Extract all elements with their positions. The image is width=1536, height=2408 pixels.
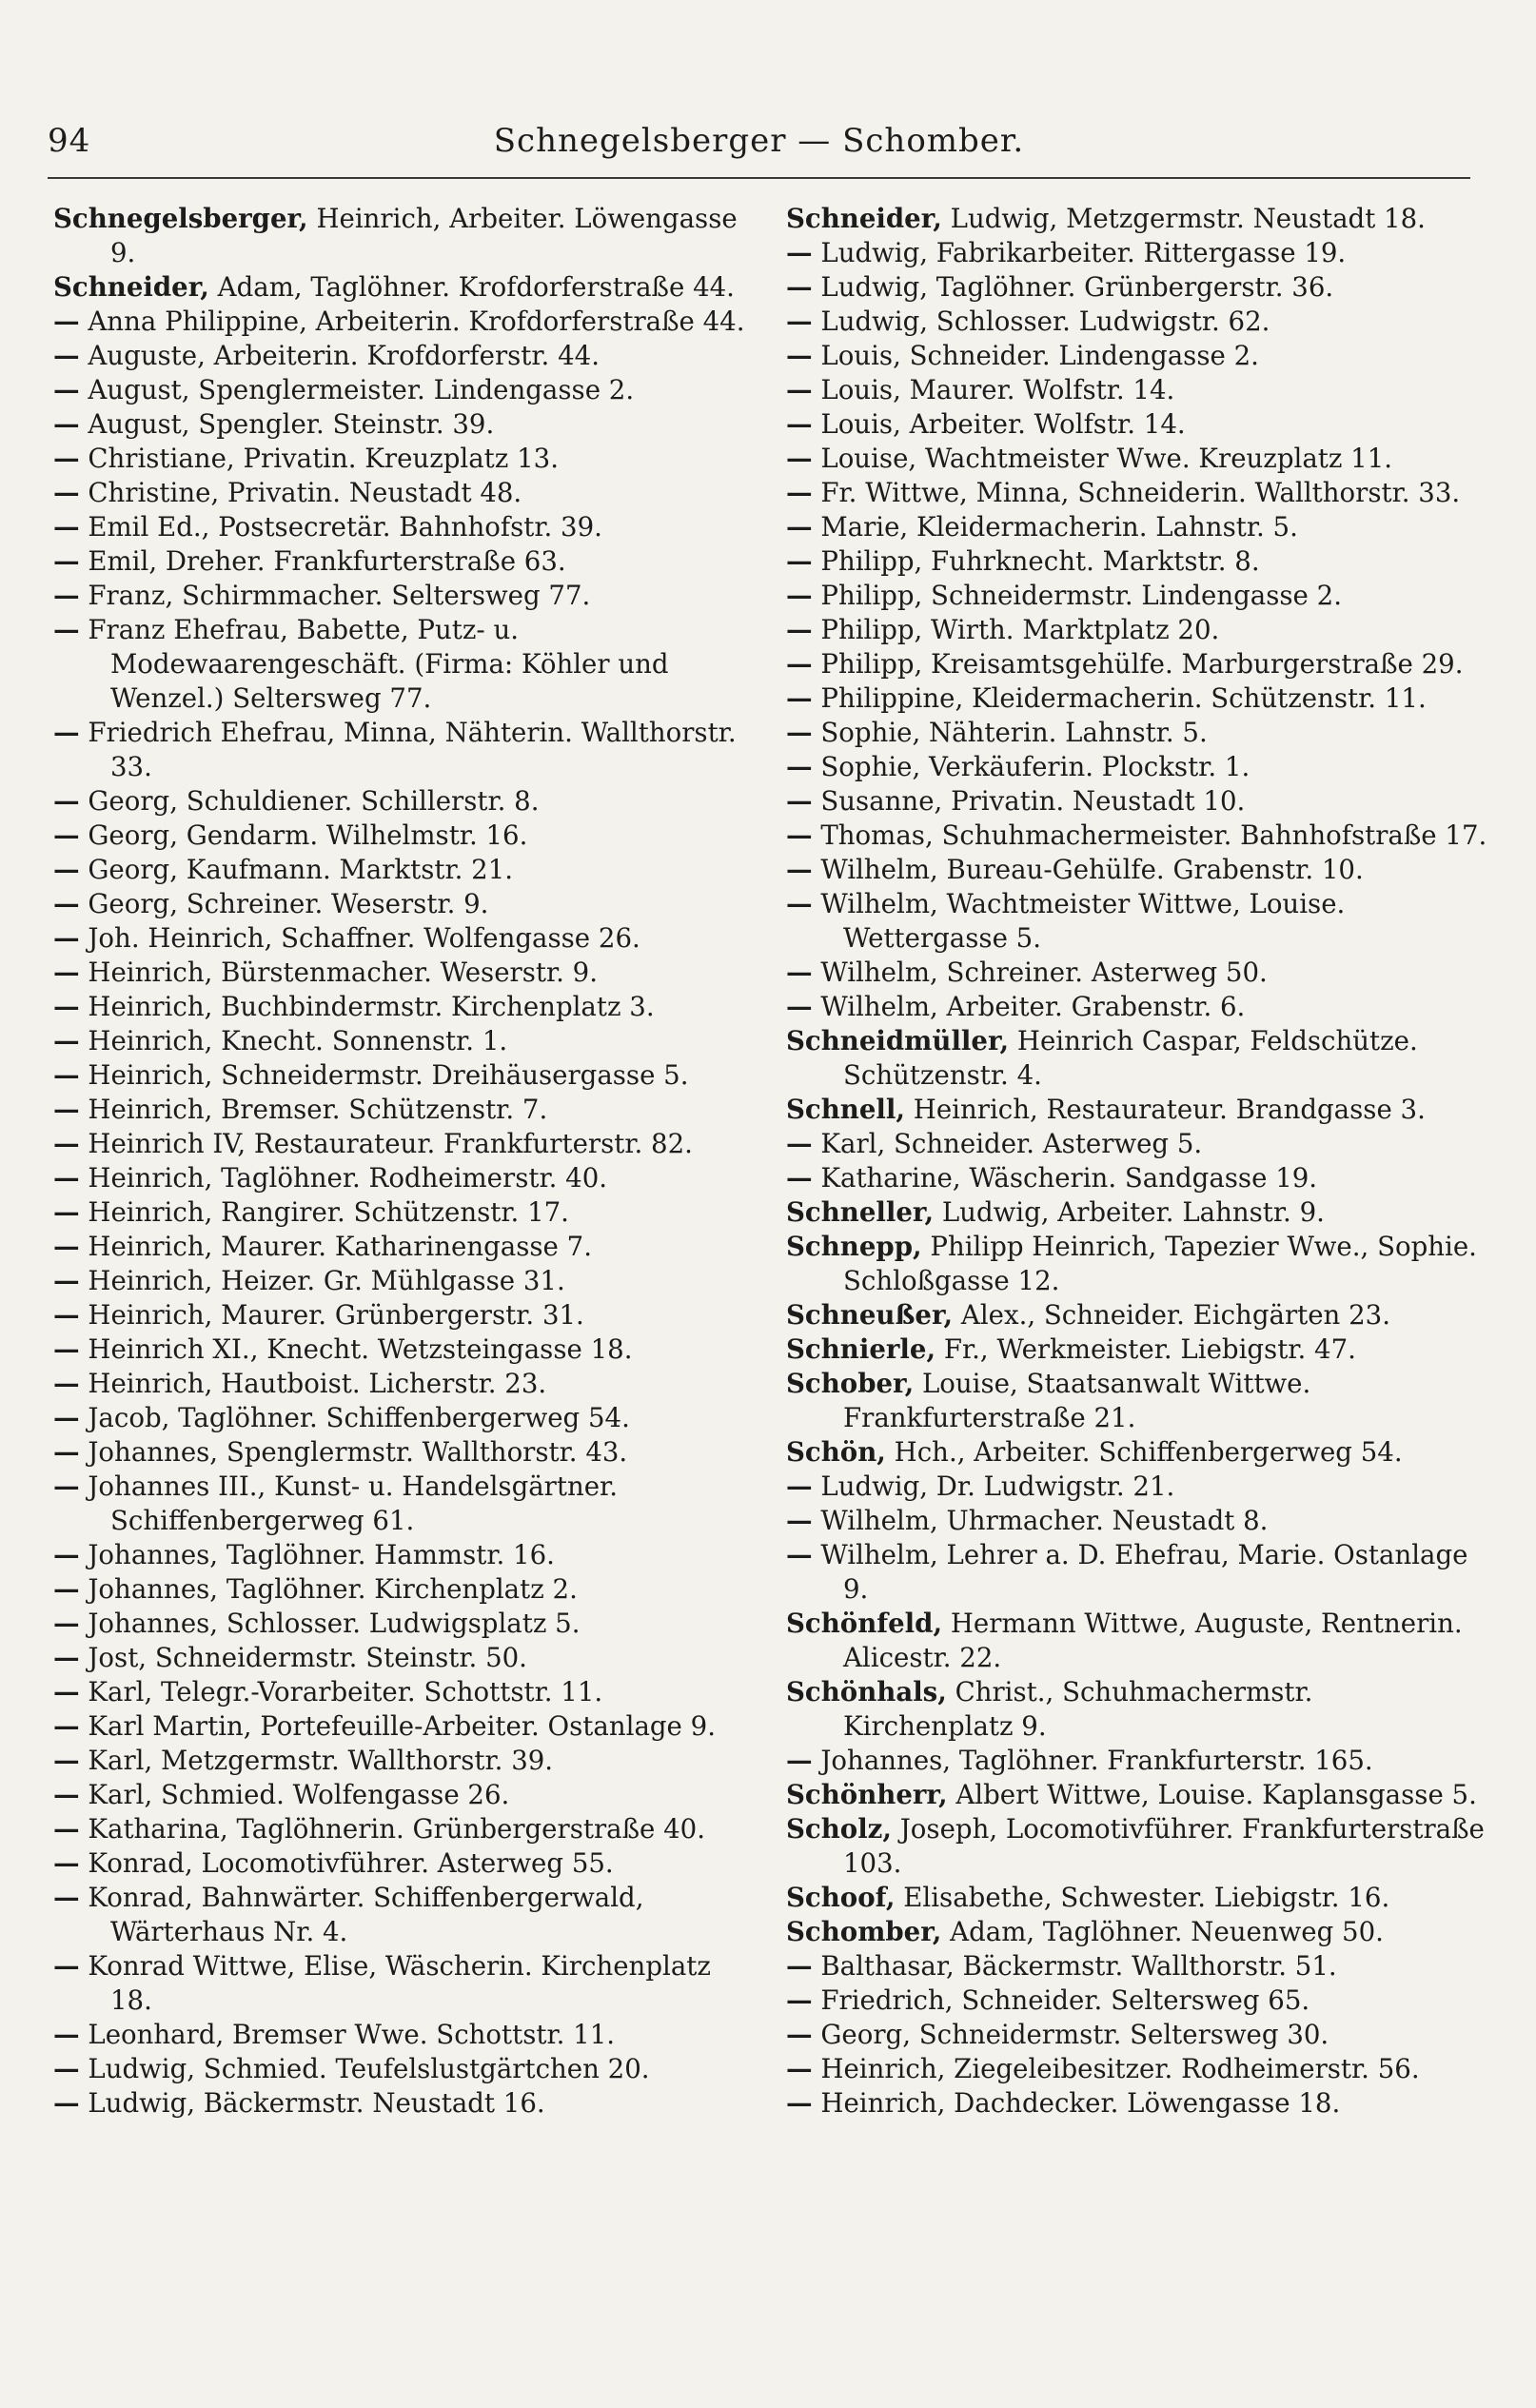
- entry-text: Karl, Telegr.-Vorarbeiter. Schottstr. 11.: [88, 1676, 603, 1707]
- entry-surname: —: [53, 1368, 80, 1399]
- entry-text: Johannes, Spenglermstr. Wallthorstr. 43.: [88, 1436, 628, 1468]
- entry-surname: —: [53, 1333, 80, 1365]
- entry-surname: Schön,: [786, 1436, 886, 1468]
- directory-entry: [786, 1024, 1490, 1093]
- entry-text: Heinrich, Arbeiter. Löwengasse 9.: [110, 203, 738, 268]
- entry-text: Leonhard, Bremser Wwe. Schottstr. 11.: [88, 2019, 616, 2050]
- entry-text: Thomas, Schuhmachermeister. Bahnhofstraße 17.: [820, 819, 1487, 851]
- directory-entry: [53, 1572, 758, 1607]
- entry-surname: —: [53, 819, 80, 851]
- entry-text: Albert Wittwe, Louise. Kaplansgasse 5.: [955, 1779, 1477, 1810]
- entry-text: Heinrich, Heizer. Gr. Mühlgasse 31.: [88, 1265, 565, 1296]
- entry-surname: —: [786, 1470, 813, 1502]
- directory-entry: [786, 784, 1490, 819]
- directory-entry: [53, 407, 758, 442]
- entry-surname: —: [786, 511, 813, 543]
- entry-text: Wilhelm, Lehrer a. D. Ehefrau, Marie. Ostanlage 9.: [820, 1539, 1468, 1605]
- entry-text: Philipp, Wirth. Marktplatz 20.: [820, 614, 1220, 645]
- entry-text: Heinrich XI., Knecht. Wetzsteingasse 18.: [88, 1333, 633, 1365]
- entry-text: Sophie, Nähterin. Lahnstr. 5.: [820, 717, 1208, 748]
- entry-text: Ludwig, Schmied. Teufelslustgärtchen 20.: [88, 2053, 650, 2084]
- entry-surname: Schomber,: [786, 1916, 942, 1947]
- entry-text: Philipp, Kreisamtsgehülfe. Marburgerstraße 29.: [820, 648, 1464, 680]
- entry-text: Georg, Kaufmann. Marktstr. 21.: [88, 854, 514, 885]
- entry-surname: Schönfeld,: [786, 1608, 943, 1639]
- directory-entry: [786, 956, 1490, 990]
- directory-entry: [53, 1401, 758, 1435]
- entry-text: Wilhelm, Arbeiter. Grabenstr. 6.: [820, 991, 1246, 1022]
- entry-surname: —: [53, 408, 80, 440]
- directory-entry: [53, 887, 758, 921]
- directory-entry: [786, 1504, 1490, 1538]
- entry-text: Wilhelm, Schreiner. Asterweg 50.: [820, 957, 1268, 988]
- entry-text: Marie, Kleidermacherin. Lahnstr. 5.: [820, 511, 1298, 543]
- entry-text: Jacob, Taglöhner. Schiffenbergerweg 54.: [88, 1402, 630, 1433]
- directory-entry: [786, 1538, 1490, 1607]
- entry-text: Heinrich, Bürstenmacher. Weserstr. 9.: [88, 957, 599, 988]
- entry-text: Anna Philippine, Arbeiterin. Krofdorferstraße 44.: [88, 306, 745, 337]
- entry-text: Friedrich, Schneider. Seltersweg 65.: [820, 1984, 1310, 2016]
- entry-text: Johannes, Taglöhner. Hammstr. 16.: [88, 1539, 555, 1570]
- entry-surname: —: [53, 1779, 80, 1810]
- entry-surname: —: [53, 957, 80, 988]
- directory-entry: [786, 544, 1490, 579]
- entry-text: Philippine, Kleidermacherin. Schützenstr. 11.: [820, 682, 1427, 714]
- directory-entry: [53, 1470, 758, 1538]
- entry-surname: —: [53, 306, 80, 337]
- directory-entry: [786, 442, 1490, 476]
- entry-text: Wilhelm, Bureau-Gehülfe. Grabenstr. 10.: [820, 854, 1364, 885]
- directory-entry: [53, 716, 758, 784]
- entry-surname: —: [53, 340, 80, 371]
- entry-text: Hermann Wittwe, Auguste, Rentnerin. Alicestr. 22.: [843, 1608, 1463, 1673]
- entry-text: Ludwig, Metzgermstr. Neustadt 18.: [950, 203, 1426, 234]
- header-rule: [48, 177, 1470, 179]
- entry-surname: Schönherr,: [786, 1779, 948, 1810]
- entry-surname: —: [53, 511, 80, 543]
- entry-text: Ludwig, Fabrikarbeiter. Rittergasse 19.: [820, 237, 1347, 268]
- directory-entry: [786, 2052, 1490, 2086]
- entry-text: Heinrich, Knecht. Sonnenstr. 1.: [88, 1025, 508, 1056]
- entry-text: Katharina, Taglöhnerin. Grünbergerstraße 40.: [88, 1813, 706, 1845]
- entry-surname: —: [53, 1128, 80, 1159]
- directory-entry: [53, 476, 758, 510]
- entry-text: Georg, Schneidermstr. Seltersweg 30.: [820, 2019, 1329, 2050]
- directory-entry: [786, 270, 1490, 305]
- entry-surname: —: [786, 1745, 813, 1776]
- entry-surname: —: [53, 1436, 80, 1468]
- entry-surname: —: [786, 477, 813, 508]
- entry-surname: —: [786, 1984, 813, 2016]
- directory-entry: [786, 373, 1490, 407]
- entry-surname: —: [53, 922, 80, 954]
- entry-text: Heinrich, Bremser. Schützenstr. 7.: [88, 1094, 548, 1125]
- directory-entry: [53, 1949, 758, 2018]
- entry-text: Christine, Privatin. Neustadt 48.: [88, 477, 522, 508]
- directory-entry: [786, 990, 1490, 1024]
- entry-surname: —: [786, 580, 813, 611]
- entry-surname: —: [53, 1882, 80, 1913]
- entry-text: Johannes III., Kunst- u. Handelsgärtner. Schiffenbergerweg 61.: [88, 1470, 618, 1536]
- entry-text: Joseph, Locomotivführer. Frankfurterstraße 103.: [843, 1813, 1485, 1879]
- entry-surname: Schneller,: [786, 1196, 935, 1228]
- entry-text: Sophie, Verkäuferin. Plockstr. 1.: [820, 751, 1250, 782]
- entry-surname: —: [786, 2053, 813, 2084]
- entry-surname: Schober,: [786, 1368, 915, 1399]
- entry-surname: —: [53, 888, 80, 919]
- entry-surname: —: [53, 443, 80, 474]
- entry-text: Katharine, Wäscherin. Sandgasse 19.: [820, 1162, 1318, 1194]
- entry-surname: —: [53, 374, 80, 405]
- entry-text: Adam, Taglöhner. Neuenweg 50.: [950, 1916, 1384, 1947]
- directory-entry: [53, 1093, 758, 1127]
- entry-surname: —: [53, 1847, 80, 1879]
- entry-text: Heinrich, Restaurateur. Brandgasse 3.: [913, 1094, 1426, 1125]
- entry-surname: Schneußer,: [786, 1299, 954, 1331]
- entry-text: Joh. Heinrich, Schaffner. Wolfengasse 26.: [88, 922, 640, 954]
- directory-entry: [53, 305, 758, 339]
- entry-text: Heinrich, Schneidermstr. Dreihäusergasse 5.: [88, 1059, 689, 1091]
- directory-entry: [53, 1675, 758, 1709]
- directory-entry: [786, 305, 1490, 339]
- directory-entry: [786, 407, 1490, 442]
- directory-entry: [786, 1161, 1490, 1195]
- directory-entry: [53, 442, 758, 476]
- directory-entry: [53, 579, 758, 613]
- entry-surname: —: [53, 1265, 80, 1296]
- entry-text: Jost, Schneidermstr. Steinstr. 50.: [88, 1642, 527, 1673]
- entry-text: Franz Ehefrau, Babette, Putz- u. Modewaarengeschäft. (Firma: Köhler und Wenzel.) Seltersweg 77.: [88, 614, 669, 714]
- directory-entry: [786, 1881, 1490, 1915]
- directory-entry: [53, 544, 758, 579]
- entry-surname: —: [786, 888, 813, 919]
- entry-text: Hch., Arbeiter. Schiffenbergerweg 54.: [894, 1436, 1403, 1468]
- entry-surname: —: [53, 2019, 80, 2050]
- entry-text: Konrad Wittwe, Elise, Wäscherin. Kirchenplatz 18.: [88, 1950, 711, 2016]
- directory-entry: [786, 750, 1490, 784]
- entry-surname: —: [53, 1813, 80, 1845]
- directory-entry: [786, 1812, 1490, 1881]
- entry-surname: —: [786, 443, 813, 474]
- directory-entry: [786, 1367, 1490, 1435]
- directory-entry: [53, 956, 758, 990]
- directory-entry: [786, 819, 1490, 853]
- directory-entry: [786, 202, 1490, 236]
- entry-text: Karl, Metzgermstr. Wallthorstr. 39.: [88, 1745, 554, 1776]
- directory-entry: [53, 990, 758, 1024]
- directory-entry: [53, 1298, 758, 1332]
- directory-entry: [786, 716, 1490, 750]
- directory-entry: [53, 613, 758, 716]
- entry-text: Louis, Maurer. Wolfstr. 14.: [820, 374, 1175, 405]
- entry-text: Karl Martin, Portefeuille-Arbeiter. Ostanlage 9.: [88, 1710, 716, 1742]
- directory-entry: [53, 373, 758, 407]
- entry-text: Ludwig, Bäckermstr. Neustadt 16.: [88, 2087, 545, 2119]
- directory-entry: [53, 1367, 758, 1401]
- directory-entry: [53, 2018, 758, 2052]
- entry-surname: —: [786, 2087, 813, 2119]
- entry-surname: —: [53, 1539, 80, 1570]
- directory-entry: [53, 784, 758, 819]
- entry-text: Heinrich, Ziegeleibesitzer. Rodheimerstr. 56.: [820, 2053, 1420, 2084]
- directory-entry: [786, 1607, 1490, 1675]
- entry-surname: —: [786, 545, 813, 577]
- entry-surname: Schnierle,: [786, 1333, 936, 1365]
- directory-entry: [53, 1230, 758, 1264]
- entry-surname: —: [53, 477, 80, 508]
- entry-surname: —: [53, 1162, 80, 1194]
- entry-surname: —: [53, 1025, 80, 1056]
- running-head: Schnegelsberger — Schomber.: [493, 122, 1025, 160]
- directory-entry: [786, 887, 1490, 956]
- entry-surname: —: [786, 1162, 813, 1194]
- entry-surname: —: [53, 1094, 80, 1125]
- entry-surname: —: [53, 1676, 80, 1707]
- entry-surname: Schnegelsberger,: [53, 203, 308, 234]
- entry-surname: —: [53, 2053, 80, 2084]
- directory-entry: [53, 1744, 758, 1778]
- directory-entry: [53, 853, 758, 887]
- directory-entry: [53, 1812, 758, 1846]
- entry-surname: Schönhals,: [786, 1676, 947, 1707]
- entry-surname: —: [53, 545, 80, 577]
- directory-entry: [786, 1778, 1490, 1812]
- directory-entry: [786, 613, 1490, 647]
- entry-text: Wilhelm, Wachtmeister Wittwe, Louise. Wettergasse 5.: [820, 888, 1346, 954]
- entry-surname: —: [53, 1196, 80, 1228]
- entry-surname: —: [786, 991, 813, 1022]
- entry-surname: —: [53, 1231, 80, 1262]
- entry-text: Heinrich, Buchbindermstr. Kirchenplatz 3.: [88, 991, 655, 1022]
- directory-entry: [786, 1949, 1490, 1984]
- entry-surname: Schnell,: [786, 1094, 905, 1125]
- entry-text: Ludwig, Dr. Ludwigstr. 21.: [820, 1470, 1175, 1502]
- entry-text: Ludwig, Schlosser. Ludwigstr. 62.: [820, 306, 1270, 337]
- entry-surname: —: [786, 854, 813, 885]
- entry-text: Louise, Staatsanwalt Wittwe. Frankfurterstraße 21.: [843, 1368, 1311, 1433]
- directory-entry: [53, 1127, 758, 1161]
- directory-entry: [786, 1470, 1490, 1504]
- directory-entry: [786, 1127, 1490, 1161]
- directory-entry: [53, 1435, 758, 1470]
- entry-surname: —: [53, 1470, 80, 1502]
- entry-surname: —: [786, 2019, 813, 2050]
- entry-text: Johannes, Schlosser. Ludwigsplatz 5.: [88, 1608, 581, 1639]
- entry-surname: —: [53, 2087, 80, 2119]
- directory-entry: [786, 647, 1490, 681]
- directory-entry: [53, 1024, 758, 1058]
- entry-text: Johannes, Taglöhner. Frankfurterstr. 165.: [820, 1745, 1373, 1776]
- page-number: 94: [48, 122, 91, 160]
- directory-entry: [786, 1298, 1490, 1332]
- entry-surname: —: [786, 1128, 813, 1159]
- directory-entry: [786, 853, 1490, 887]
- directory-entry: [786, 2086, 1490, 2121]
- entry-text: Philipp, Fuhrknecht. Marktstr. 8.: [820, 545, 1260, 577]
- directory-entry: [786, 681, 1490, 716]
- entry-text: Heinrich, Maurer. Katharinengasse 7.: [88, 1231, 592, 1262]
- entry-surname: —: [53, 614, 80, 645]
- entry-surname: —: [786, 340, 813, 371]
- directory-entry: [786, 476, 1490, 510]
- page-header: [48, 112, 1470, 173]
- entry-text: Adam, Taglöhner. Krofdorferstraße 44.: [217, 271, 735, 303]
- entry-surname: —: [786, 682, 813, 714]
- directory-entry: [786, 579, 1490, 613]
- entry-surname: —: [786, 1950, 813, 1982]
- entry-surname: —: [786, 648, 813, 680]
- entry-text: Ludwig, Taglöhner. Grünbergerstr. 36.: [820, 271, 1334, 303]
- entry-text: Georg, Gendarm. Wilhelmstr. 16.: [88, 819, 528, 851]
- directory-entry: [53, 2086, 758, 2121]
- entry-surname: —: [53, 1608, 80, 1639]
- entry-surname: —: [53, 717, 80, 748]
- directory-entry: [786, 339, 1490, 373]
- entry-text: Heinrich, Rangirer. Schützenstr. 17.: [88, 1196, 569, 1228]
- directory-entry: [786, 1675, 1490, 1744]
- directory-entry: [53, 1058, 758, 1093]
- entry-text: Karl, Schmied. Wolfengasse 26.: [88, 1779, 510, 1810]
- entry-text: Emil, Dreher. Frankfurterstraße 63.: [88, 545, 566, 577]
- entry-text: Auguste, Arbeiterin. Krofdorferstr. 44.: [88, 340, 600, 371]
- entry-surname: —: [53, 1950, 80, 1982]
- entry-text: Karl, Schneider. Asterweg 5.: [820, 1128, 1203, 1159]
- entry-text: Franz, Schirmmacher. Seltersweg 77.: [88, 580, 591, 611]
- entry-text: Christ., Schuhmachermstr. Kirchenplatz 9.: [843, 1676, 1313, 1742]
- directory-entry: [786, 2018, 1490, 2052]
- directory-entry: [53, 1778, 758, 1812]
- entry-surname: Schneider,: [53, 271, 209, 303]
- entry-surname: —: [53, 785, 80, 817]
- directory-entry: [786, 1093, 1490, 1127]
- entry-text: Georg, Schuldiener. Schillerstr. 8.: [88, 785, 540, 817]
- entry-surname: —: [786, 306, 813, 337]
- directory-entry: [53, 1881, 758, 1949]
- entry-text: Philipp Heinrich, Tapezier Wwe., Sophie. Schloßgasse 12.: [843, 1231, 1477, 1296]
- entry-surname: Schneidmüller,: [786, 1025, 1010, 1056]
- entry-text: Heinrich, Taglöhner. Rodheimerstr. 40.: [88, 1162, 608, 1194]
- entry-surname: —: [53, 580, 80, 611]
- entry-surname: —: [786, 1539, 813, 1570]
- entry-text: Ludwig, Arbeiter. Lahnstr. 9.: [941, 1196, 1325, 1228]
- left-column: [53, 202, 758, 2121]
- entry-text: Susanne, Privatin. Neustadt 10.: [820, 785, 1246, 817]
- entry-text: Johannes, Taglöhner. Kirchenplatz 2.: [88, 1573, 578, 1605]
- entry-surname: —: [786, 271, 813, 303]
- directory-entry: [53, 819, 758, 853]
- directory-entry: [53, 1641, 758, 1675]
- entry-text: Emil Ed., Postsecretär. Bahnhofstr. 39.: [88, 511, 602, 543]
- entry-surname: Scholz,: [786, 1813, 892, 1845]
- entry-text: Fr. Wittwe, Minna, Schneiderin. Wallthorstr. 33.: [820, 477, 1461, 508]
- directory-entry: [786, 1984, 1490, 2018]
- entry-text: August, Spengler. Steinstr. 39.: [88, 408, 495, 440]
- directory-entry: [786, 1435, 1490, 1470]
- entry-text: Heinrich Caspar, Feldschütze. Schützenstr. 4.: [843, 1025, 1418, 1091]
- directory-entry: [786, 1744, 1490, 1778]
- entry-surname: Schneider,: [786, 203, 942, 234]
- entry-text: Louise, Wachtmeister Wwe. Kreuzplatz 11.: [820, 443, 1393, 474]
- entry-text: Heinrich IV, Restaurateur. Frankfurterstr. 82.: [88, 1128, 693, 1159]
- directory-entry: [53, 1332, 758, 1367]
- entry-surname: —: [786, 374, 813, 405]
- entry-surname: Schoof,: [786, 1882, 896, 1913]
- entry-surname: —: [786, 614, 813, 645]
- entry-text: Konrad, Locomotivführer. Asterweg 55.: [88, 1847, 614, 1879]
- directory-entry: [53, 1538, 758, 1572]
- entry-text: Philipp, Schneidermstr. Lindengasse 2.: [820, 580, 1342, 611]
- directory-entry: [53, 202, 758, 270]
- directory-entry: [53, 339, 758, 373]
- entry-surname: —: [786, 751, 813, 782]
- directory-entry: [53, 2052, 758, 2086]
- directory-entry: [786, 1230, 1490, 1298]
- entry-surname: —: [53, 854, 80, 885]
- entry-text: Heinrich, Hautboist. Licherstr. 23.: [88, 1368, 547, 1399]
- entry-text: Christiane, Privatin. Kreuzplatz 13.: [88, 443, 559, 474]
- directory-entry: [786, 236, 1490, 270]
- entry-surname: —: [786, 957, 813, 988]
- entry-surname: —: [53, 1573, 80, 1605]
- entry-text: Balthasar, Bäckermstr. Wallthorstr. 51.: [820, 1950, 1337, 1982]
- entry-text: Konrad, Bahnwärter. Schiffenbergerwald, Wärterhaus Nr. 4.: [88, 1882, 644, 1947]
- directory-entry: [53, 1709, 758, 1744]
- directory-entry: [786, 510, 1490, 544]
- entry-surname: —: [53, 1642, 80, 1673]
- entry-surname: —: [53, 1299, 80, 1331]
- entry-text: August, Spenglermeister. Lindengasse 2.: [88, 374, 635, 405]
- entry-surname: —: [53, 1710, 80, 1742]
- entry-surname: —: [53, 1402, 80, 1433]
- directory-entry: [53, 1195, 758, 1230]
- entry-surname: —: [786, 237, 813, 268]
- directory-entry: [53, 1161, 758, 1195]
- directory-entry: [786, 1915, 1490, 1949]
- directory-entry: [53, 1846, 758, 1881]
- entry-text: Fr., Werkmeister. Liebigstr. 47.: [943, 1333, 1356, 1365]
- entry-text: Elisabethe, Schwester. Liebigstr. 16.: [903, 1882, 1390, 1913]
- entry-surname: —: [53, 1059, 80, 1091]
- entry-surname: —: [786, 819, 813, 851]
- directory-entry: [786, 1195, 1490, 1230]
- entry-text: Friedrich Ehefrau, Minna, Nähterin. Wallthorstr. 33.: [88, 717, 737, 782]
- directory-entry: [786, 1332, 1490, 1367]
- entry-text: Georg, Schreiner. Weserstr. 9.: [88, 888, 489, 919]
- right-column: [786, 202, 1490, 2121]
- entry-text: Heinrich, Maurer. Grünbergerstr. 31.: [88, 1299, 584, 1331]
- entry-text: Louis, Arbeiter. Wolfstr. 14.: [820, 408, 1186, 440]
- directory-entry: [53, 1264, 758, 1298]
- entry-text: Wilhelm, Uhrmacher. Neustadt 8.: [820, 1505, 1269, 1536]
- entry-text: Heinrich, Dachdecker. Löwengasse 18.: [820, 2087, 1341, 2119]
- directory-entry: [53, 1607, 758, 1641]
- entry-surname: —: [786, 1505, 813, 1536]
- entry-text: Alex., Schneider. Eichgärten 23.: [960, 1299, 1390, 1331]
- directory-entry: [53, 921, 758, 956]
- entry-surname: —: [53, 991, 80, 1022]
- entry-surname: —: [786, 717, 813, 748]
- directory-entry: [53, 270, 758, 305]
- directory-entry: [53, 510, 758, 544]
- entry-surname: —: [786, 785, 813, 817]
- entry-surname: —: [786, 408, 813, 440]
- entry-surname: —: [53, 1745, 80, 1776]
- entry-surname: Schnepp,: [786, 1231, 922, 1262]
- entry-text: Louis, Schneider. Lindengasse 2.: [820, 340, 1259, 371]
